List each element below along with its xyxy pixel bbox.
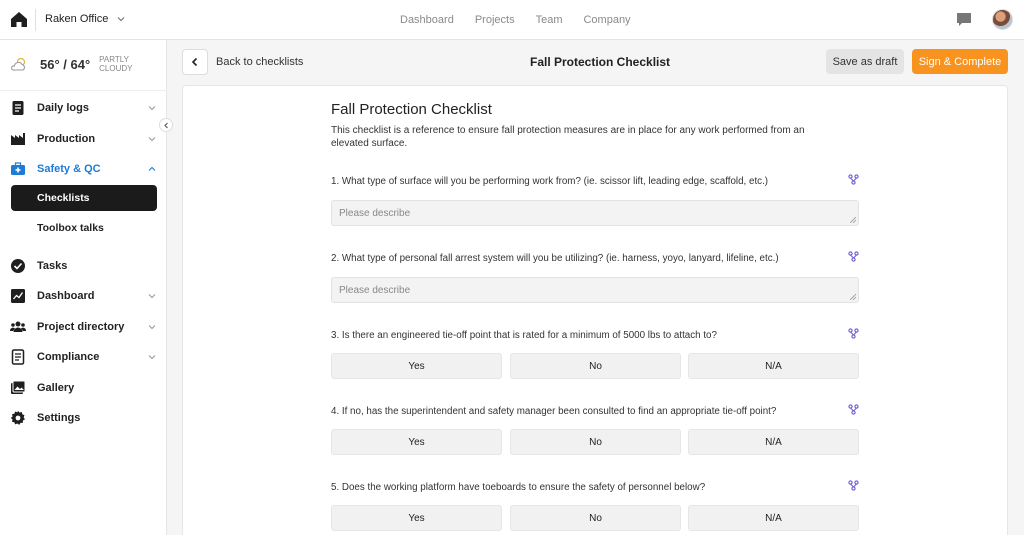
sidebar-item-checklists[interactable]: Checklists	[11, 185, 157, 211]
sidebar-item-gallery[interactable]: Gallery	[0, 375, 167, 401]
question-1: 1. What type of surface will you be performing work from? (ie. scissor lift, leading edge, scaffold, etc.)	[331, 176, 769, 187]
home-icon[interactable]	[10, 11, 28, 28]
sidebar-item-compliance[interactable]: Compliance	[0, 344, 167, 370]
branch-logic-icon[interactable]	[848, 174, 859, 185]
question-4-no-button[interactable]: No	[510, 429, 681, 455]
chevron-down-icon	[147, 291, 157, 301]
top-nav	[400, 14, 631, 26]
question-4-yes-button[interactable]: Yes	[331, 429, 502, 455]
daily-logs-icon	[10, 100, 26, 116]
chart-icon	[10, 288, 26, 304]
chevron-down-icon	[116, 14, 126, 24]
form-description: This checklist is a reference to ensure fall protection measures are in place for any work performed from an elevated surface.	[331, 125, 805, 149]
sidebar-item-tasks[interactable]: Tasks	[0, 253, 167, 279]
sidebar-item-settings[interactable]: Settings	[0, 405, 167, 431]
divider	[35, 9, 36, 31]
document-icon	[10, 349, 26, 365]
branch-logic-icon[interactable]	[848, 404, 859, 415]
chevron-left-icon	[163, 122, 170, 129]
chat-icon[interactable]	[956, 12, 972, 27]
resize-handle-icon[interactable]	[850, 294, 856, 300]
question-5-na-button[interactable]: N/A	[688, 505, 859, 531]
question-3-yes-button[interactable]: Yes	[331, 353, 502, 379]
gear-icon	[10, 410, 26, 426]
chevron-up-icon	[147, 164, 157, 174]
branch-logic-icon[interactable]	[848, 328, 859, 339]
gallery-icon	[10, 380, 26, 396]
back-to-checklists-link[interactable]: Back to checklists	[216, 56, 304, 68]
chevron-down-icon	[147, 352, 157, 362]
safety-kit-icon	[10, 161, 26, 177]
project-switcher[interactable]	[45, 13, 126, 25]
question-5: 5. Does the working platform have toeboards to ensure the safety of personnel below?	[331, 482, 706, 493]
avatar[interactable]	[992, 9, 1013, 30]
production-icon	[10, 131, 26, 147]
chevron-down-icon	[147, 322, 157, 332]
weather-condition: PARTLY CLOUDY	[99, 55, 133, 73]
question-2-placeholder: Please describe	[339, 285, 411, 296]
chevron-down-icon	[147, 103, 157, 113]
question-3-no-button[interactable]: No	[510, 353, 681, 379]
form-title: Fall Protection Checklist	[331, 101, 492, 118]
top-bar	[0, 0, 1024, 40]
temperature: 56° / 64°	[40, 56, 91, 72]
nav-team[interactable]: Team	[535, 14, 563, 26]
sidebar-item-project-directory[interactable]: Project directory	[0, 314, 167, 340]
question-1-input[interactable]	[331, 200, 859, 226]
branch-logic-icon[interactable]	[848, 480, 859, 491]
sidebar	[0, 40, 167, 535]
question-2: 2. What type of personal fall arrest system will you be utilizing? (ie. harness, yoyo, lanyard, lifeline, etc.)	[331, 253, 779, 264]
question-3: 3. Is there an engineered tie-off point that is rated for a minimum of 5000 lbs to attach to?	[331, 330, 717, 341]
nav-projects[interactable]: Projects	[474, 14, 515, 26]
sidebar-item-safety-qc[interactable]: Safety & QC	[0, 156, 167, 182]
sidebar-item-toolbox-talks[interactable]: Toolbox talks	[37, 222, 104, 234]
checklist-card	[182, 85, 1008, 535]
page-title: Fall Protection Checklist	[530, 55, 671, 69]
question-1-placeholder: Please describe	[339, 208, 411, 219]
people-icon	[10, 319, 26, 335]
sidebar-item-dashboard[interactable]: Dashboard	[0, 283, 167, 309]
nav-dashboard[interactable]: Dashboard	[400, 14, 454, 26]
question-3-na-button[interactable]: N/A	[688, 353, 859, 379]
question-5-no-button[interactable]: No	[510, 505, 681, 531]
resize-handle-icon[interactable]	[850, 217, 856, 223]
check-circle-icon	[10, 258, 26, 274]
weather-widget	[10, 52, 139, 76]
divider	[0, 90, 167, 91]
question-5-yes-button[interactable]: Yes	[331, 505, 502, 531]
nav-company[interactable]: Company	[583, 14, 631, 26]
chevron-left-icon	[190, 57, 200, 67]
question-4: 4. If no, has the superintendent and safety manager been consulted to find an appropriate tie-off point?	[331, 406, 777, 417]
sidebar-item-production[interactable]: Production	[0, 126, 167, 152]
project-name: Raken Office	[45, 13, 109, 25]
save-as-draft-button[interactable]: Save as draft	[826, 49, 904, 74]
question-4-na-button[interactable]: N/A	[688, 429, 859, 455]
sidebar-item-daily-logs[interactable]: Daily logs	[0, 95, 167, 121]
branch-logic-icon[interactable]	[848, 251, 859, 262]
back-button[interactable]	[182, 49, 208, 75]
collapse-sidebar-button[interactable]	[159, 118, 173, 132]
sign-and-complete-button[interactable]: Sign & Complete	[912, 49, 1008, 74]
question-2-input[interactable]	[331, 277, 859, 303]
partly-cloudy-icon	[10, 56, 28, 72]
chevron-down-icon	[147, 134, 157, 144]
